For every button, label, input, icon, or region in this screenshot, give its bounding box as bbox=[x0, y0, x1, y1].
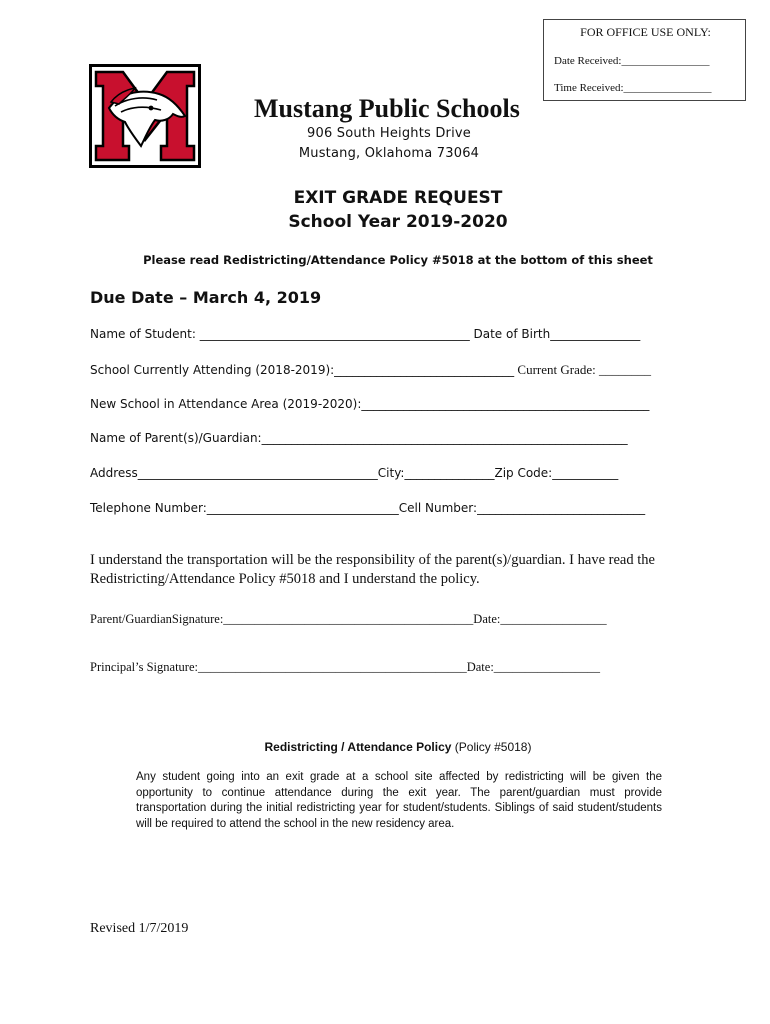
form-title: EXIT GRADE REQUEST bbox=[293, 188, 503, 208]
policy-heading bbox=[0, 740, 770, 754]
office-use-title: FOR OFFICE USE ONLY: bbox=[580, 25, 711, 39]
revised-date: Revised 1/7/2019 bbox=[90, 921, 189, 936]
statement-line-2: Redistricting/Attendance Policy #5018 and I understand the policy. bbox=[90, 571, 480, 587]
statement-line-1: I understand the transportation will be the responsibility of the parent(s)/guardian. I have read the bbox=[90, 552, 655, 568]
address-line-1: 906 South Heights Drive bbox=[307, 126, 471, 141]
parent-signature-field[interactable]: Parent/GuardianSignature:________________________________________Date:_________________ bbox=[90, 612, 607, 626]
date-received-field[interactable]: Date Received:________________ bbox=[554, 55, 710, 67]
student-name-dob-field[interactable]: Name of Student: _____________________________________________ Date of Birth_______________ bbox=[90, 327, 641, 341]
school-currently-attending-label: School Currently Attending (2018-2019):______________________________ bbox=[90, 363, 515, 377]
policy-body: Any student going into an exit grade at a school site affected by redistricting will be given the opportunity to continue attendance during the exit year. The parent/guardian must provide transportation during the initial redistricting year for student/students. Siblings of said student/students will be required to attend the school in the new residency area. bbox=[136, 771, 662, 830]
new-school-field[interactable]: New School in Attendance Area (2019-2020):________________________________________________ bbox=[90, 397, 650, 411]
address-city-zip-field[interactable]: Address________________________________________City:_______________Zip Code:___________ bbox=[90, 466, 619, 480]
address-line-2: Mustang, Oklahoma 73064 bbox=[298, 146, 480, 161]
parent-guardian-field[interactable]: Name of Parent(s)/Guardian:_____________________________________________________________ bbox=[90, 431, 628, 445]
principal-signature-field[interactable]: Principal’s Signature:___________________________________________Date:_________________ bbox=[90, 660, 601, 674]
policy-notice: Please read Redistricting/Attendance Policy #5018 at the bottom of this sheet bbox=[143, 253, 653, 267]
school-currently-attending-field[interactable] bbox=[90, 362, 651, 378]
policy-heading-title: Redistricting / Attendance Policy bbox=[264, 740, 452, 754]
time-received-field[interactable]: Time Received:________________ bbox=[554, 82, 712, 94]
policy-heading-number: (Policy #5018) bbox=[451, 740, 532, 754]
telephone-cell-field[interactable]: Telephone Number:________________________________Cell Number:____________________________ bbox=[90, 501, 646, 515]
school-name: Mustang Public Schools bbox=[254, 94, 520, 123]
current-grade-field[interactable]: Current Grade: ________ bbox=[514, 362, 652, 377]
office-use-box bbox=[543, 19, 746, 101]
due-date: Due Date – March 4, 2019 bbox=[90, 288, 322, 307]
form-school-year: School Year 2019-2020 bbox=[288, 212, 508, 232]
